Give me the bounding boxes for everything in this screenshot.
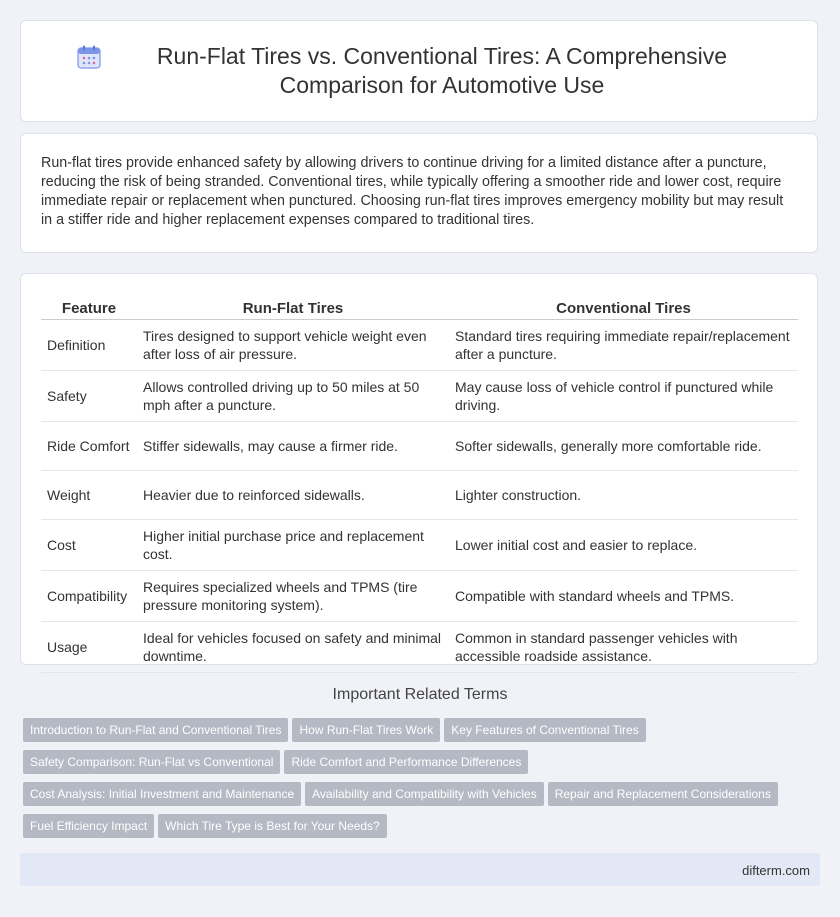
related-tag[interactable]: Introduction to Run-Flat and Conventional Tires — [23, 718, 288, 742]
conventional-cell: Lower initial cost and easier to replace. — [449, 520, 798, 571]
related-tag[interactable]: Cost Analysis: Initial Investment and Maintenance — [23, 782, 301, 806]
runflat-cell: Heavier due to reinforced sidewalls. — [137, 471, 449, 520]
conventional-cell: Softer sidewalls, generally more comfortable ride. — [449, 422, 798, 471]
comparison-table-card — [20, 273, 818, 665]
table-row — [41, 622, 798, 673]
conventional-cell: Compatible with standard wheels and TPMS. — [449, 571, 798, 622]
header-card — [20, 20, 818, 122]
feature-cell: Cost — [41, 520, 137, 571]
intro-card — [20, 133, 818, 253]
runflat-cell: Requires specialized wheels and TPMS (tire pressure monitoring system). — [137, 571, 449, 622]
feature-cell: Weight — [41, 471, 137, 520]
page-title: Run-Flat Tires vs. Conventional Tires: A Comprehensive Comparison for Automotive Use — [156, 43, 728, 98]
table-row — [41, 571, 798, 622]
header-runflat: Run-Flat Tires — [137, 292, 449, 320]
table-row — [41, 371, 798, 422]
conventional-cell: Common in standard passenger vehicles with accessible roadside assistance. — [449, 622, 798, 673]
table-row — [41, 520, 798, 571]
conventional-cell: Lighter construction. — [449, 471, 798, 520]
conventional-cell: May cause loss of vehicle control if punctured while driving. — [449, 371, 798, 422]
runflat-cell: Higher initial purchase price and replacement cost. — [137, 520, 449, 571]
feature-cell: Definition — [41, 320, 137, 371]
related-terms-list — [23, 718, 823, 846]
related-tag[interactable]: Key Features of Conventional Tires — [444, 718, 645, 742]
related-tag[interactable]: Ride Comfort and Performance Differences — [284, 750, 528, 774]
runflat-cell: Tires designed to support vehicle weight even after loss of air pressure. — [137, 320, 449, 371]
table-row — [41, 320, 798, 371]
related-tag[interactable]: Fuel Efficiency Impact — [23, 814, 154, 838]
feature-cell: Safety — [41, 371, 137, 422]
related-terms-title: Important Related Terms — [332, 686, 508, 703]
related-tag[interactable]: Which Tire Type is Best for Your Needs? — [158, 814, 387, 838]
comparison-table — [41, 292, 798, 673]
runflat-cell: Allows controlled driving up to 50 miles at 50 mph after a puncture. — [137, 371, 449, 422]
header-conventional: Conventional Tires — [449, 292, 798, 320]
footer — [20, 853, 820, 886]
calendar-icon — [76, 44, 102, 70]
header-feature: Feature — [41, 292, 137, 320]
table-row — [41, 422, 798, 471]
table-row — [41, 471, 798, 520]
related-tag[interactable]: Repair and Replacement Considerations — [548, 782, 778, 806]
footer-site-link[interactable]: difterm.com — [742, 863, 810, 878]
intro-text: Run-flat tires provide enhanced safety by allowing drivers to continue driving for a limited distance after a puncture, reducing the risk of being stranded. Conventional tires, while typically offering a smoother ride and lower cost, require immediate repair or replacement when punctured. Choosing run-flat tires improves emergency mobility but may result in a stiffer ride and higher replacement expenses compared to traditional tires. — [41, 155, 784, 228]
feature-cell: Usage — [41, 622, 137, 673]
related-tag[interactable]: Safety Comparison: Run-Flat vs Conventional — [23, 750, 280, 774]
runflat-cell: Ideal for vehicles focused on safety and minimal downtime. — [137, 622, 449, 673]
feature-cell: Ride Comfort — [41, 422, 137, 471]
feature-cell: Compatibility — [41, 571, 137, 622]
conventional-cell: Standard tires requiring immediate repair/replacement after a puncture. — [449, 320, 798, 371]
related-tag[interactable]: Availability and Compatibility with Vehicles — [305, 782, 544, 806]
related-tag[interactable]: How Run-Flat Tires Work — [292, 718, 440, 742]
runflat-cell: Stiffer sidewalls, may cause a firmer ride. — [137, 422, 449, 471]
